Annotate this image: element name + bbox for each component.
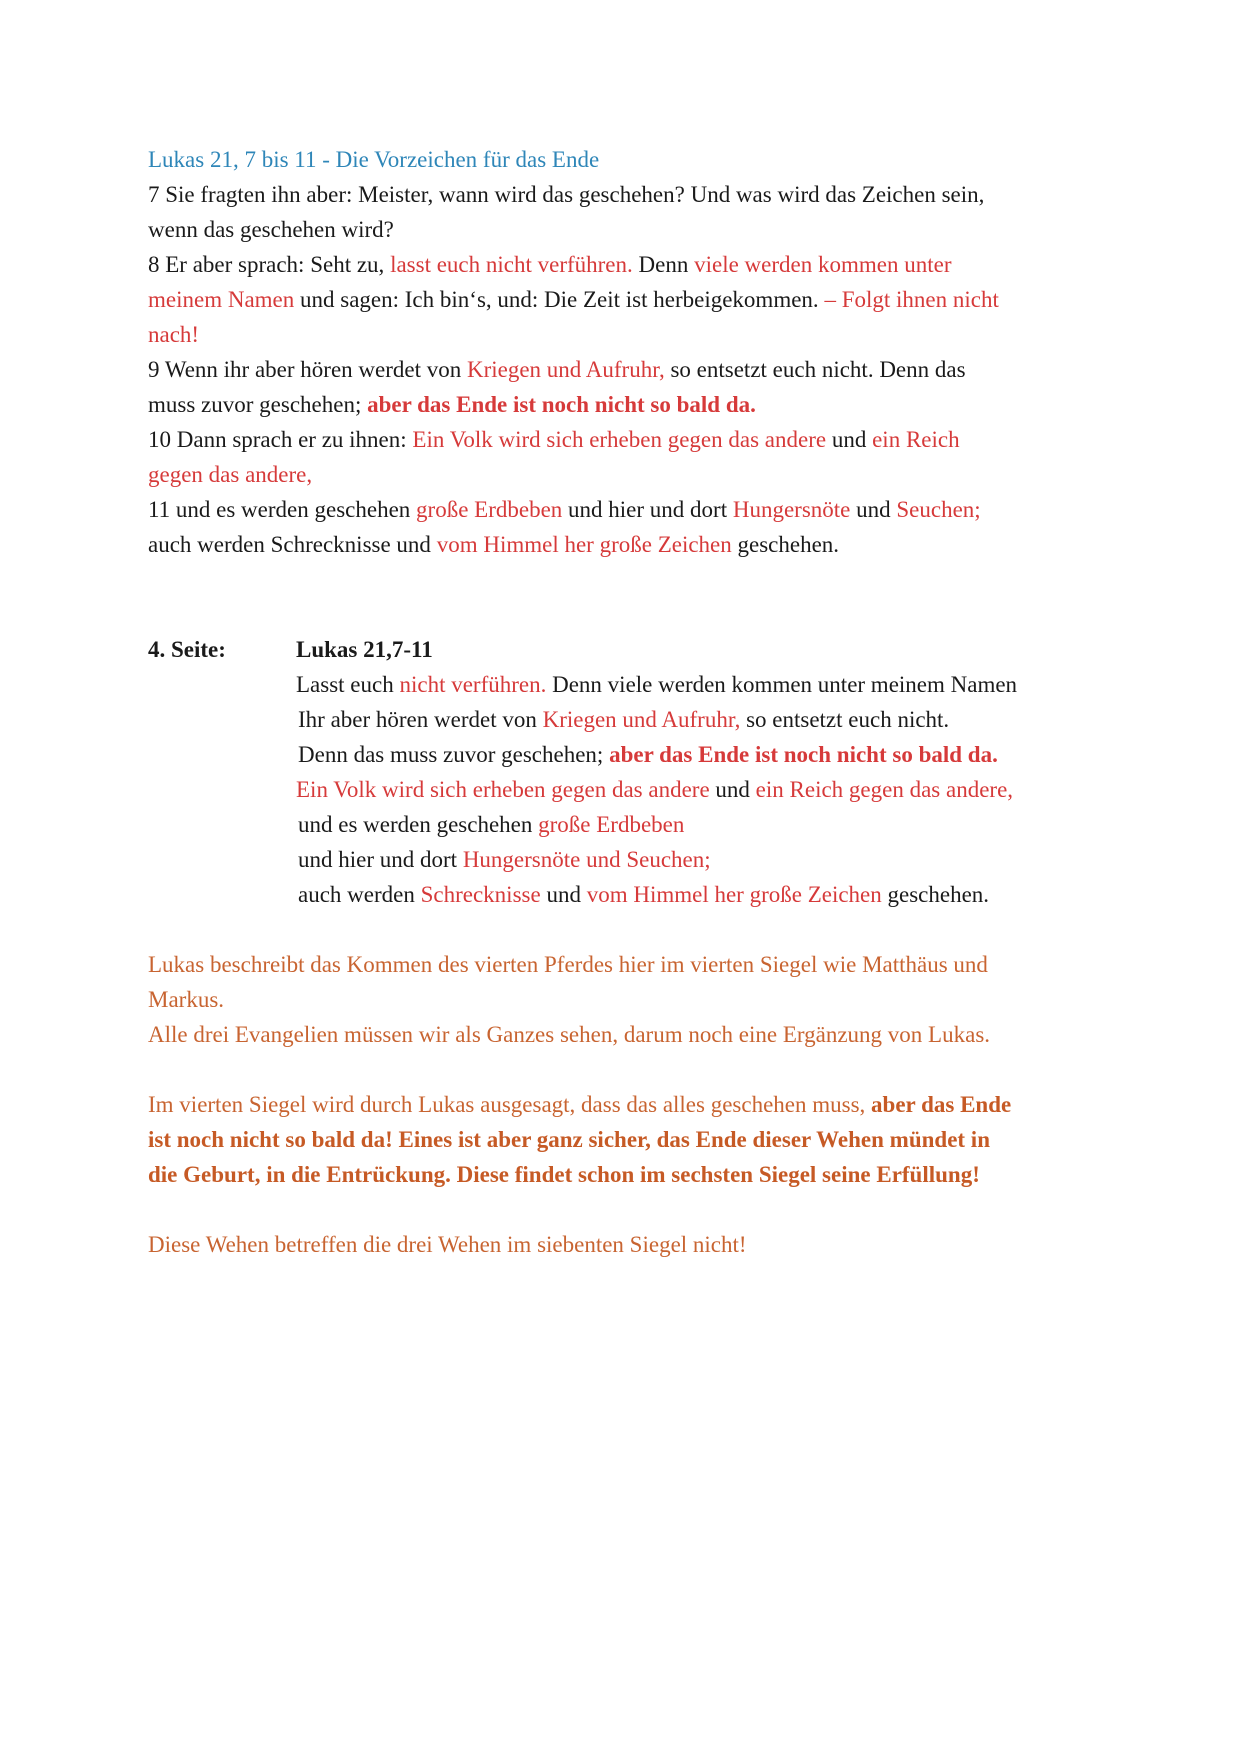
text: Denn viele werden kommen unter meinem Namen <box>546 672 1018 697</box>
highlight: viele werden kommen unter <box>694 252 952 277</box>
bible-passage <box>148 177 1108 562</box>
text: so entsetzt euch nicht. <box>740 707 950 732</box>
text: und sagen: Ich bin‘s, und: Die Zeit ist herbeigekommen. <box>294 287 825 312</box>
seite-line-4 <box>296 772 1108 807</box>
document-page <box>148 142 1108 1262</box>
text: und hier und dort <box>298 847 463 872</box>
seite-title: Lukas 21,7-11 <box>296 637 433 662</box>
verse-7-line-2: wenn das geschehen wird? <box>148 217 394 242</box>
highlight: Kriegen und Aufruhr, <box>542 707 741 732</box>
commentary-line-1: Lukas beschreibt das Kommen des vierten Pferdes hier im vierten Siegel wie Matthäus und <box>148 952 988 977</box>
seite-section <box>148 632 1108 912</box>
commentary-line-3: Alle drei Evangelien müssen wir als Ganzes sehen, darum noch eine Ergänzung von Lukas. <box>148 1022 991 1047</box>
section-heading: Lukas 21, 7 bis 11 - Die Vorzeichen für das Ende <box>148 147 600 172</box>
text: auch werden <box>298 882 421 907</box>
highlight: Kriegen und Aufruhr, <box>466 357 665 382</box>
verse-8-line-3: nach! <box>148 322 200 347</box>
highlight: lasst euch nicht verführen. <box>390 252 633 277</box>
highlight: große Erdbeben <box>538 812 685 837</box>
text: 9 Wenn ihr aber hören werdet von <box>148 357 467 382</box>
spacer <box>148 562 1108 632</box>
bold-text: aber das Ende <box>871 1092 1012 1117</box>
text: auch werden Schrecknisse und <box>148 532 437 557</box>
verse-7-line-1: 7 Sie fragten ihn aber: Meister, wann wird das geschehen? Und was wird das Zeichen sein, <box>148 182 985 207</box>
text: Denn das muss zuvor geschehen; <box>298 742 610 767</box>
bold-highlight: aber das Ende ist noch nicht so bald da. <box>367 392 756 417</box>
text: geschehen. <box>731 532 840 557</box>
text: Im vierten Siegel wird durch Lukas ausgesagt, dass das alles geschehen muss, <box>148 1092 872 1117</box>
spacer <box>148 912 1108 947</box>
highlight: Ein Volk wird sich erheben gegen das andere <box>296 777 710 802</box>
verse-9-line-1 <box>148 352 1108 387</box>
seite-line-6 <box>298 842 1108 877</box>
text: Denn <box>632 252 695 277</box>
highlight: – Folgt ihnen nicht <box>824 287 999 312</box>
seite-line-5 <box>298 807 1108 842</box>
spacer <box>148 1052 1108 1087</box>
seite-line-7 <box>298 877 1108 912</box>
commentary-line-7: Diese Wehen betreffen die drei Wehen im siebenten Siegel nicht! <box>148 1232 747 1257</box>
verse-8-line-2 <box>148 282 1108 317</box>
spacer <box>148 1192 1108 1227</box>
text: und hier und dort <box>562 497 733 522</box>
text: 11 und es werden geschehen <box>148 497 417 522</box>
highlight: meinem Namen <box>148 287 295 312</box>
verse-11-line-2 <box>148 527 1108 562</box>
highlight: Hungersnöte <box>732 497 851 522</box>
text: und <box>540 882 587 907</box>
text: und <box>850 497 897 522</box>
seite-label: 4. Seite: <box>148 637 226 662</box>
verse-10-line-2: gegen das andere, <box>148 462 313 487</box>
text: und <box>709 777 756 802</box>
highlight: große Erdbeben <box>416 497 563 522</box>
text: Ihr aber hören werdet von <box>298 707 543 732</box>
commentary-line-6: die Geburt, in die Entrückung. Diese findet schon im sechsten Siegel seine Erfüllung! <box>148 1162 980 1187</box>
highlight: nicht verführen. <box>399 672 547 697</box>
text: so entsetzt euch nicht. Denn das <box>664 357 966 382</box>
verse-10-line-1 <box>148 422 1108 457</box>
text: 10 Dann sprach er zu ihnen: <box>148 427 413 452</box>
highlight: Seuchen; <box>896 497 981 522</box>
text: und <box>826 427 873 452</box>
highlight: vom Himmel her große Zeichen <box>436 532 732 557</box>
highlight: Hungersnöte und Seuchen; <box>462 847 711 872</box>
seite-line-1 <box>296 667 1108 702</box>
highlight: Ein Volk wird sich erheben gegen das andere <box>412 427 827 452</box>
seite-line-2 <box>298 702 1108 737</box>
text: geschehen. <box>881 882 990 907</box>
commentary-line-4 <box>148 1087 1108 1122</box>
highlight: vom Himmel her große Zeichen <box>586 882 882 907</box>
verse-8-line-1 <box>148 247 1108 282</box>
highlight: ein Reich <box>872 427 960 452</box>
text: und es werden geschehen <box>298 812 539 837</box>
text: muss zuvor geschehen; <box>148 392 368 417</box>
highlight: ein Reich gegen das andere, <box>755 777 1014 802</box>
commentary <box>148 947 1108 1262</box>
verse-9-line-2 <box>148 387 1108 422</box>
verse-11-line-1 <box>148 492 1108 527</box>
text: Lasst euch <box>296 672 400 697</box>
highlight: Schrecknisse <box>420 882 541 907</box>
seite-line-3 <box>298 737 1108 772</box>
commentary-line-2: Markus. <box>148 987 225 1012</box>
bold-highlight: aber das Ende ist noch nicht so bald da. <box>609 742 998 767</box>
commentary-line-5: ist noch nicht so bald da! Eines ist aber ganz sicher, das Ende dieser Wehen mündet in <box>148 1127 990 1152</box>
text: 8 Er aber sprach: Seht zu, <box>148 252 391 277</box>
